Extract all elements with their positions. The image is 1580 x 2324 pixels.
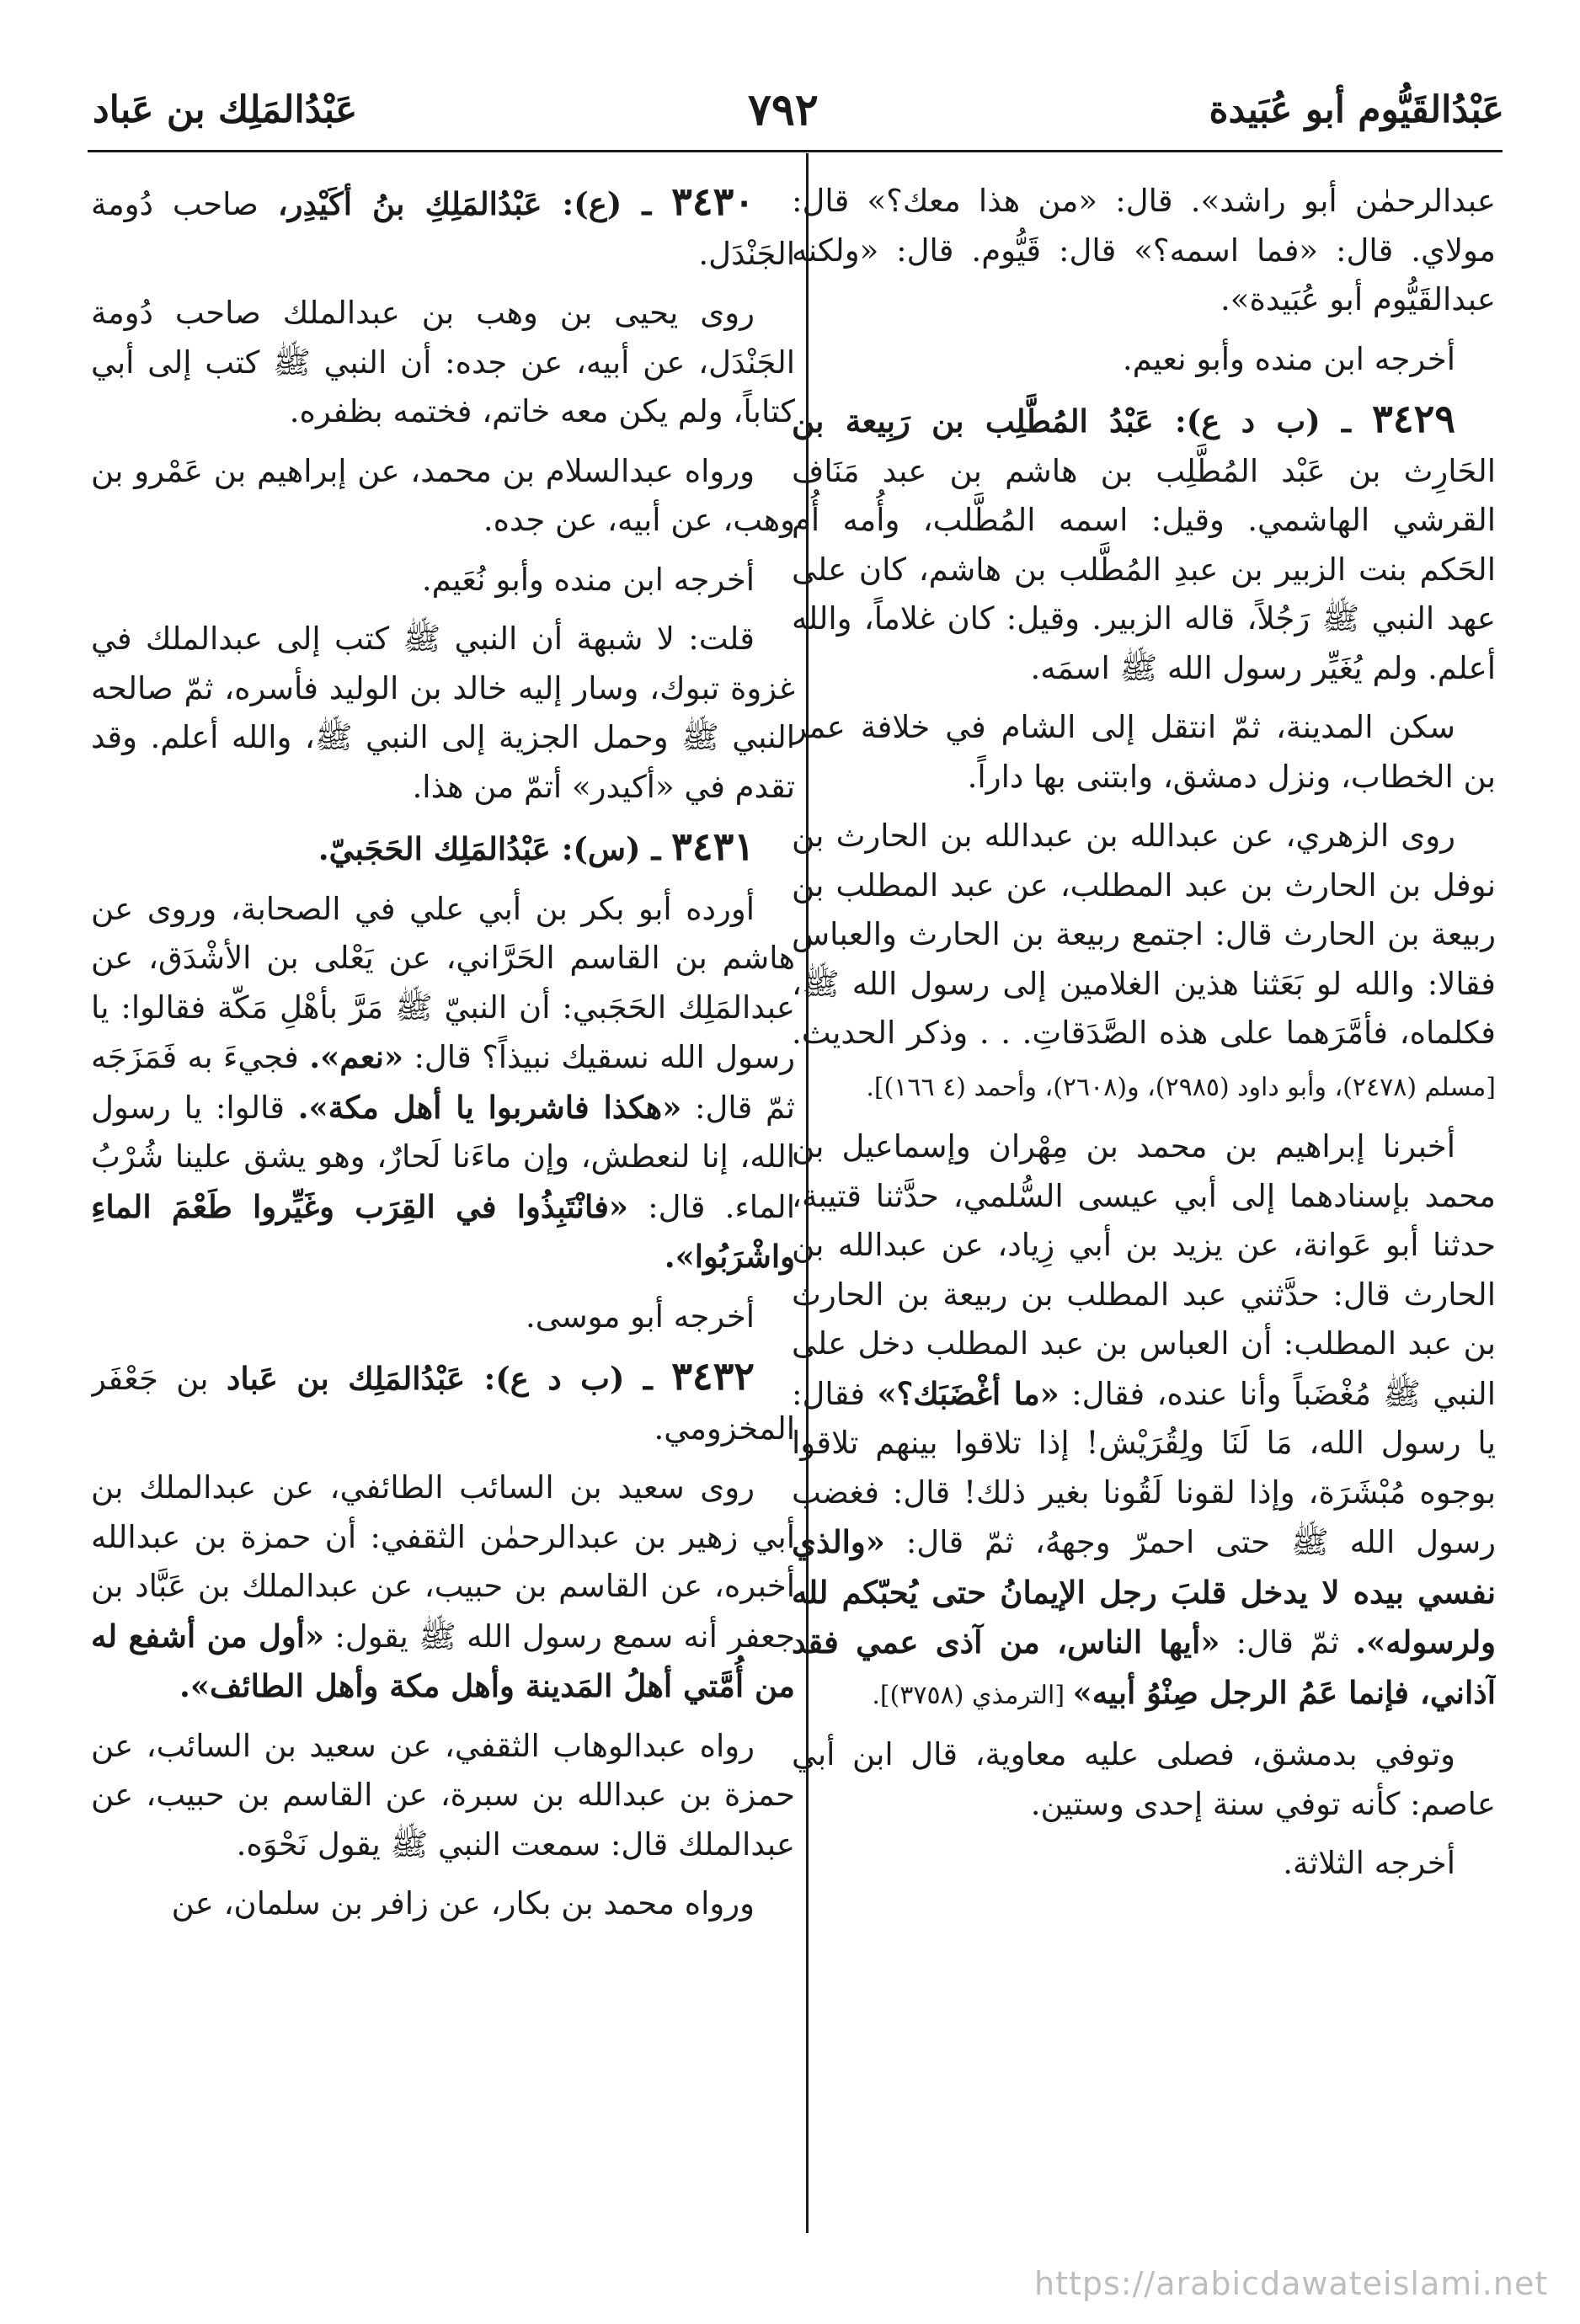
entry-3431	[91, 822, 795, 875]
paragraph: أخبرنا إبراهيم بن محمد بن مِهْران وإسماعيل بن محمد بإسنادهما إلى أبي عيسى السُّلمي، حدَّثنا قتيبة، حدثنا أبو عَوانة، عن يزيد بن أبي زِياد، عن عبدالله بن الحارث قال: حدَّثني عبد المطلب بن ربيعة بن الحارث بن عبد المطلب: أن العباس بن عبد المطلب دخل على النبي ﷺ مُغْضَباً وأنا عنده، فقال: «ما أغْضَبَك؟» فقال: يا رسول الله، مَا لَنَا ولِقُرَيْش! إذا تلاقوا بينهم تلاقوا بوجوه مُبْشَرَة، وإذا لقونا لَقُونا بغير ذلك! قال: فغضب رسول الله ﷺ حتى احمرّ وجههُ، ثمّ قال: «والذي نفسي بيده لا يدخل قلبَ رجل الإيمانُ حتى يُحبّكم لله ولرسوله». ثمّ قال: «أيها الناس، من آذى عمي فقد آذاني، فإنما عَمُ الرجل صِنْوُ أبيه» [الترمذي (٣٧٥٨)].	[792, 1128, 1496, 1711]
entry-heading: ـ (ع): عَبْدُالمَلِكِ بنُ أكَيْدِر،	[277, 185, 672, 222]
paragraph: أخرجه أبو موسى.	[525, 1298, 755, 1335]
hadith-quote: «نعم».	[309, 1038, 404, 1075]
hadith-quote: «هكذا فاشربوا يا أهل مكة».	[297, 1088, 682, 1126]
paragraph: روى الزهري، عن عبدالله بن عبدالله بن الحارث بن نوفل بن الحارث بن عبد المطلب، عن عبد المطلب بن ربيعة بن الحارث قال: اجتمع ربيعة بن الحارث والعباس فقالا: والله لو بَعَثنا هذين الغلامين إلى رسول الله ﷺ، فكلماه، فأمَّرَهما على هذه الصَّدَقاتِ. . . وذكر الحديث. [مسلم (٢٤٧٨)، وأبو داود (٢٩٨٥)، و(٢٦٠٨)، وأحمد (٤ ١٦٦)].	[792, 818, 1496, 1102]
entry-number: ٣٤٣٢	[671, 1353, 755, 1399]
page-header	[93, 74, 1504, 145]
paragraph: أخرجه الثلاثة.	[1283, 1845, 1455, 1881]
paragraph: أخرجه ابن منده وأبو نُعَيم.	[421, 561, 755, 598]
left-column	[91, 177, 795, 2223]
entry-number: ٣٤٣٠	[671, 179, 755, 224]
entry-3430	[91, 177, 795, 279]
hadith-quote: «أول من أشفع له من أُمَّتي أهلُ المَدينة وأهل مكة وأهل الطائف».	[91, 1617, 795, 1704]
paragraph: رواه عبدالوهاب الثقفي، عن سعيد بن السائب، عن حمزة بن عبدالله بن سبرة، عن القاسم بن حبيب، عن عبدالملك قال: سمعت النبي ﷺ يقول نَحْوَه.	[91, 1727, 795, 1863]
paragraph: روى سعيد بن السائب الطائفي، عن عبدالملك بن أبي زهير بن عبدالرحمٰن الثقفي: أن حمزة بن عبدالله أخبره، عن القاسم بن حبيب، عن عبدالملك بن عَبَّاد بن جعفر أنه سمع رسول الله ﷺ يقول: «أول من أشفع له من أُمَّتي أهلُ المَدينة وأهل مكة وأهل الطائف».	[91, 1469, 795, 1704]
running-title-left: عَبْدُالمَلِك بن عَباد	[93, 88, 358, 131]
entry-heading: ـ (س): عَبْدُالمَلِك الحَجَبيّ.	[318, 830, 672, 867]
citation: [مسلم (٢٤٧٨)، وأبو داود (٢٩٨٥)، و(٢٦٠٨)، وأحمد (٤ ١٦٦)].	[866, 1072, 1496, 1102]
running-title-right: عَبْدُالقَيُّوم أبو عُبَيدة	[1209, 88, 1504, 131]
watermark-url: https://arabicdawateislami.net	[1034, 2265, 1549, 2302]
paragraph: روى يحيى بن وهب بن عبدالملك صاحب دُومة الجَنْدَل، عن أبيه، عن جده: أن النبي ﷺ كتب إلى أبي كتاباً، ولم يكن معه خاتم، فختمه بظفره.	[91, 295, 795, 429]
entry-text: بن جَعْفَر المخزومي.	[91, 1361, 795, 1447]
entry-text: الحَارِث بن عَبْد المُطَّلِب بن هاشم بن عبد مَنَاف القرشي الهاشمي. وقيل: اسمه المُطَّلب، وأُمه أُم الحَكم بنت الزبير بن عبدِ المُطَّلب بن هاشم، كان على عهد النبي ﷺ رَجُلاً، قاله الزبير. وقيل: كان غلاماً، والله أعلم. ولم يُغَيِّر رسول الله ﷺ اسمَه.	[792, 452, 1496, 686]
paragraph: عبدالرحمٰن أبو راشد». قال: «من هذا معك؟» قال: مولاي. قال: «فما اسمه؟» قال: قَيُّوم. قال: «ولكنه عبدالقَيُّوم أبو عُبَيدة».	[792, 183, 1496, 317]
paragraph: ورواه محمد بن بكار، عن زافر بن سلمان، عن	[171, 1885, 755, 1922]
paragraph: وتوفي بدمشق، فصلى عليه معاوية، قال ابن أبي عاصم: كأنه توفي سنة إحدى وستين.	[792, 1736, 1496, 1822]
page-number: ٧٩٢	[747, 83, 819, 136]
entry-heading: ـ (ب د ع): عَبْدُالمَلِك بن عَباد	[226, 1360, 672, 1397]
right-column	[792, 177, 1496, 2223]
paragraph: قلت: لا شبهة أن النبي ﷺ كتب إلى عبدالملك في غزوة تبوك، وسار إليه خالد بن الوليد فأسره، ثمّ صالحه النبي ﷺ وحمل الجزية إلى النبي ﷺ، والله أعلم. وقد تقدم في «أكيدر» أتمّ من هذا.	[91, 621, 795, 805]
entry-text: صاحب دُومة الجَنْدَل.	[91, 186, 795, 272]
hadith-quote: «أيها الناس، من آذى عمي فقد آذاني، فإنما عَمُ الرجل صِنْوُ أبيه»	[792, 1623, 1496, 1711]
header-rule	[88, 150, 1503, 152]
hadith-quote: «فانْتَبِذُوا في القِرَب وغَيِّروا طَعْمَ الماءِ واشْرَبُوا».	[91, 1187, 795, 1275]
entry-heading: ـ (ب د ع): عَبْدُ المُطَّلِب بن رَبِيعة بن	[792, 402, 1373, 440]
paragraph: ورواه عبدالسلام بن محمد، عن إبراهيم بن عَمْرو بن وهب، عن أبيه، عن جده.	[91, 452, 795, 538]
paragraph: سكن المدينة، ثمّ انتقل إلى الشام في خلافة عمر بن الخطاب، ونزل دمشق، وابتنى بها داراً.	[792, 709, 1496, 795]
hadith-quote: «ما أغْضَبَك؟»	[877, 1374, 1060, 1412]
paragraph: أورده أبو بكر بن أبي علي في الصحابة، وروى عن هاشم بن القاسم الحَرَّاني، عن يَعْلى بن الأشْدَق، عن عبدالمَلِك الحَجَبي: أن النبيّ ﷺ مَرَّ بأهْلِ مَكّة فقالوا: يا رسول الله نسقيك نبيذاً؟ قال: «نعم». فجيءَ به فَمَزَجَه ثمّ قال: «هكذا فاشربوا يا أهل مكة». قالوا: يا رسول الله، إنا لنعطش، وإن ماءَنا لَحارٌ، وهو يشق علينا شُرْبُ الماء. قال: «فانْتَبِذُوا في القِرَب وغَيِّروا طَعْمَ الماءِ واشْرَبُوا».	[91, 890, 795, 1275]
entry-3432	[91, 1351, 795, 1453]
citation: [الترمذي (٣٧٥٨)].	[872, 1680, 1073, 1710]
entry-number: ٣٤٣١	[671, 824, 755, 869]
entry-3429	[792, 394, 1496, 693]
hadith-quote: «والذي نفسي بيده لا يدخل قلبَ رجل الإيمانُ حتى يُحبّكم لله ولرسوله».	[792, 1523, 1496, 1660]
paragraph: أخرجه ابن منده وأبو نعيم.	[1122, 340, 1455, 377]
entry-number: ٣٤٢٩	[1372, 396, 1455, 441]
